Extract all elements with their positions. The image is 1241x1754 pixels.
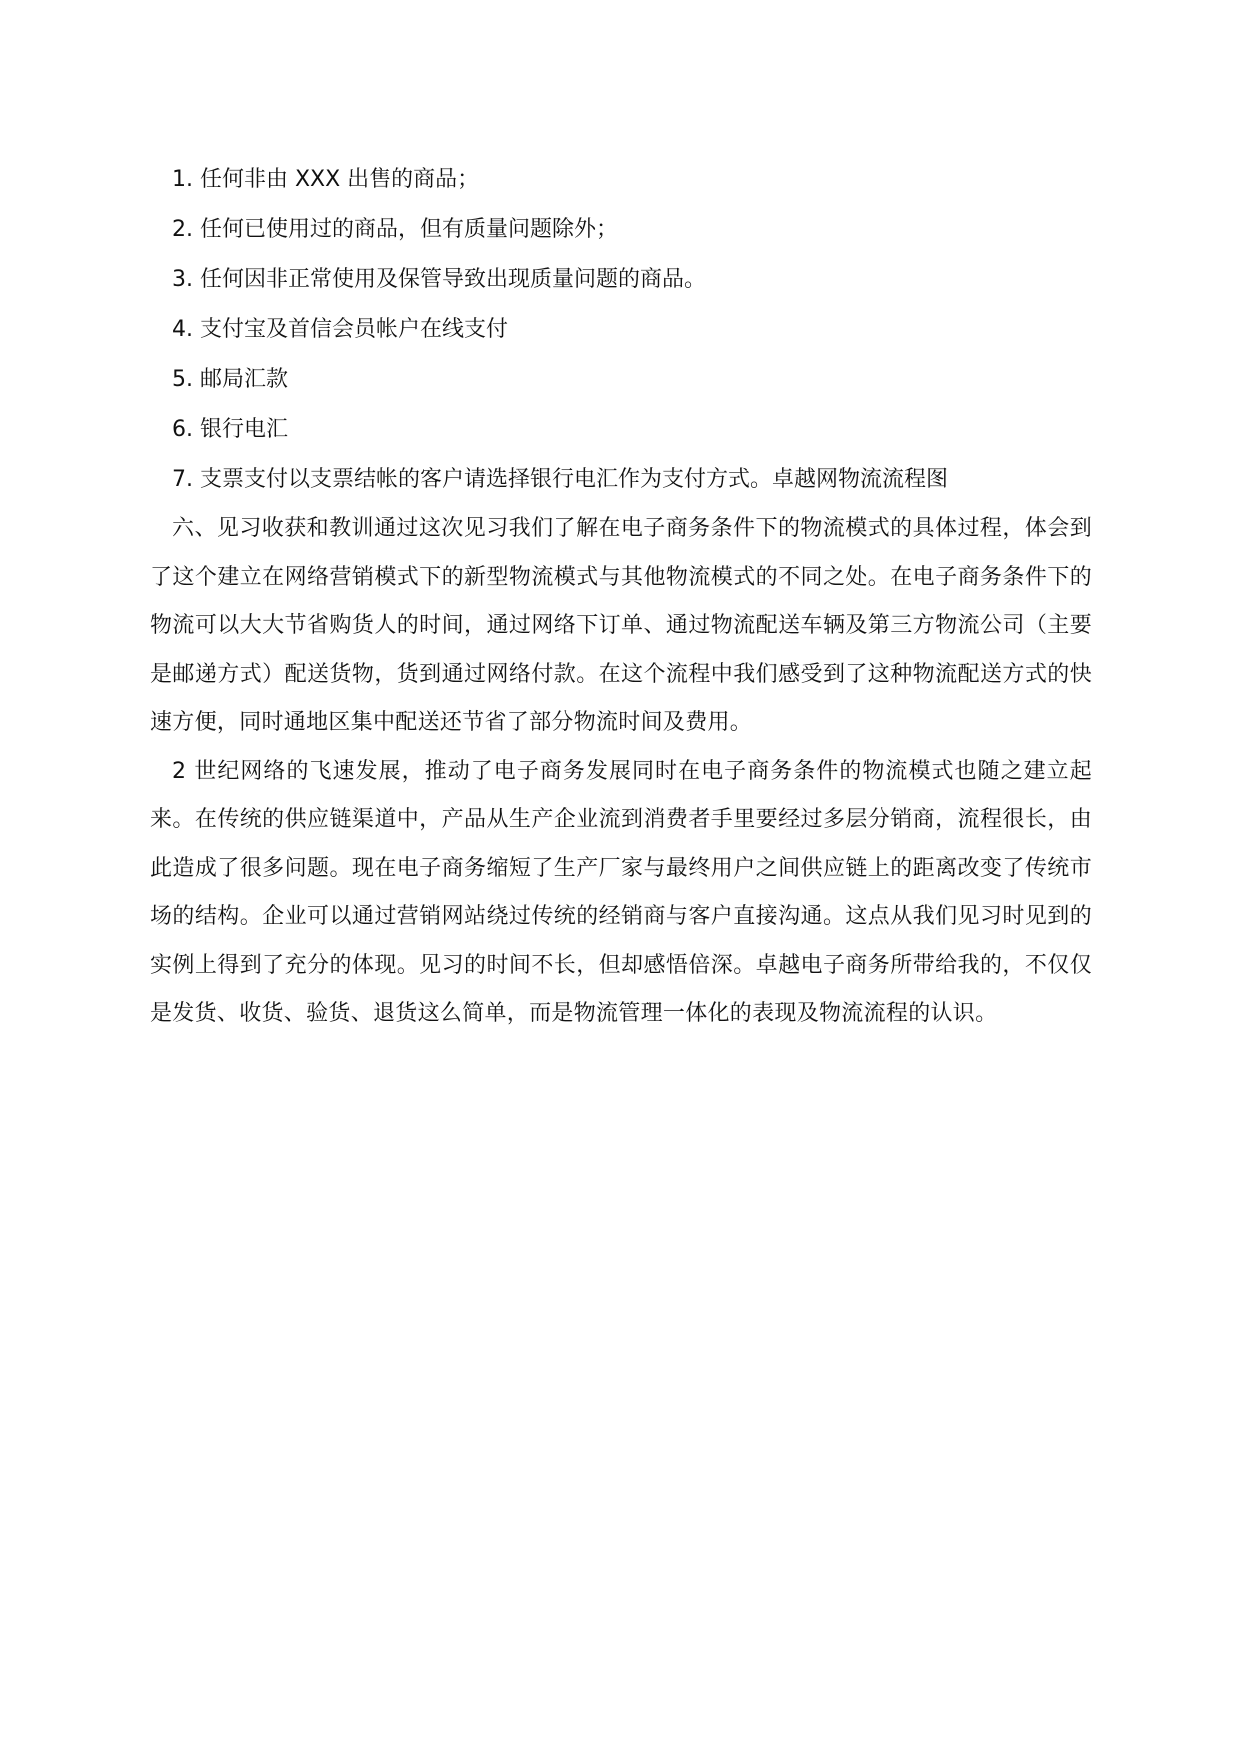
list-item: 7. 支票支付以支票结帐的客户请选择银行电汇作为支付方式。卓越网物流流程图 [172, 467, 948, 492]
list-item: 4. 支付宝及首信会员帐户在线支付 [172, 317, 508, 342]
list-item: 5. 邮局汇款 [172, 367, 288, 392]
paragraph-network-development: 2 世纪网络的飞速发展，推动了电子商务发展同时在电子商务条件的物流模式也随之建立起来。在传统的供应链渠道中，产品从生产企业流到消费者手里要经过多层分销商，流程很长，由此造成了很多问题。现在电子商务缩短了生产厂家与最终用户之间供应链上的距离改变了传统市场的结构。企业可以通过营销网站绕过传统的经销商与客户直接沟通。这点从我们见习时见到的实例上得到了充分的体现。见习的时间不长，但却感悟倍深。卓越电子商务所带给我的，不仅仅是发货、收货、验货、退货这么简单，而是物流管理一体化的表现及物流流程的认识。 [150, 758, 1092, 1026]
paragraph-internship-gains: 六、见习收获和教训通过这次见习我们了解在电子商务条件下的物流模式的具体过程，体会到了这个建立在网络营销模式下的新型物流模式与其他物流模式的不同之处。在电子商务条件下的物流可以大大节省购货人的时间，通过网络下订单、通过物流配送车辆及第三方物流公司（主要是邮递方式）配送货物，货到通过网络付款。在这个流程中我们感受到了这种物流配送方式的快速方便，同时通地区集中配送还节省了部分物流时间及费用。 [150, 516, 1092, 735]
list-item: 1. 任何非由 XXX 出售的商品； [172, 167, 480, 192]
document-body [150, 155, 1092, 1039]
list-item: 2. 任何已使用过的商品，但有质量问题除外； [172, 217, 618, 242]
list-item: 3. 任何因非正常使用及保管导致出现质量问题的商品。 [172, 267, 706, 292]
list-item: 6. 银行电汇 [172, 417, 288, 442]
